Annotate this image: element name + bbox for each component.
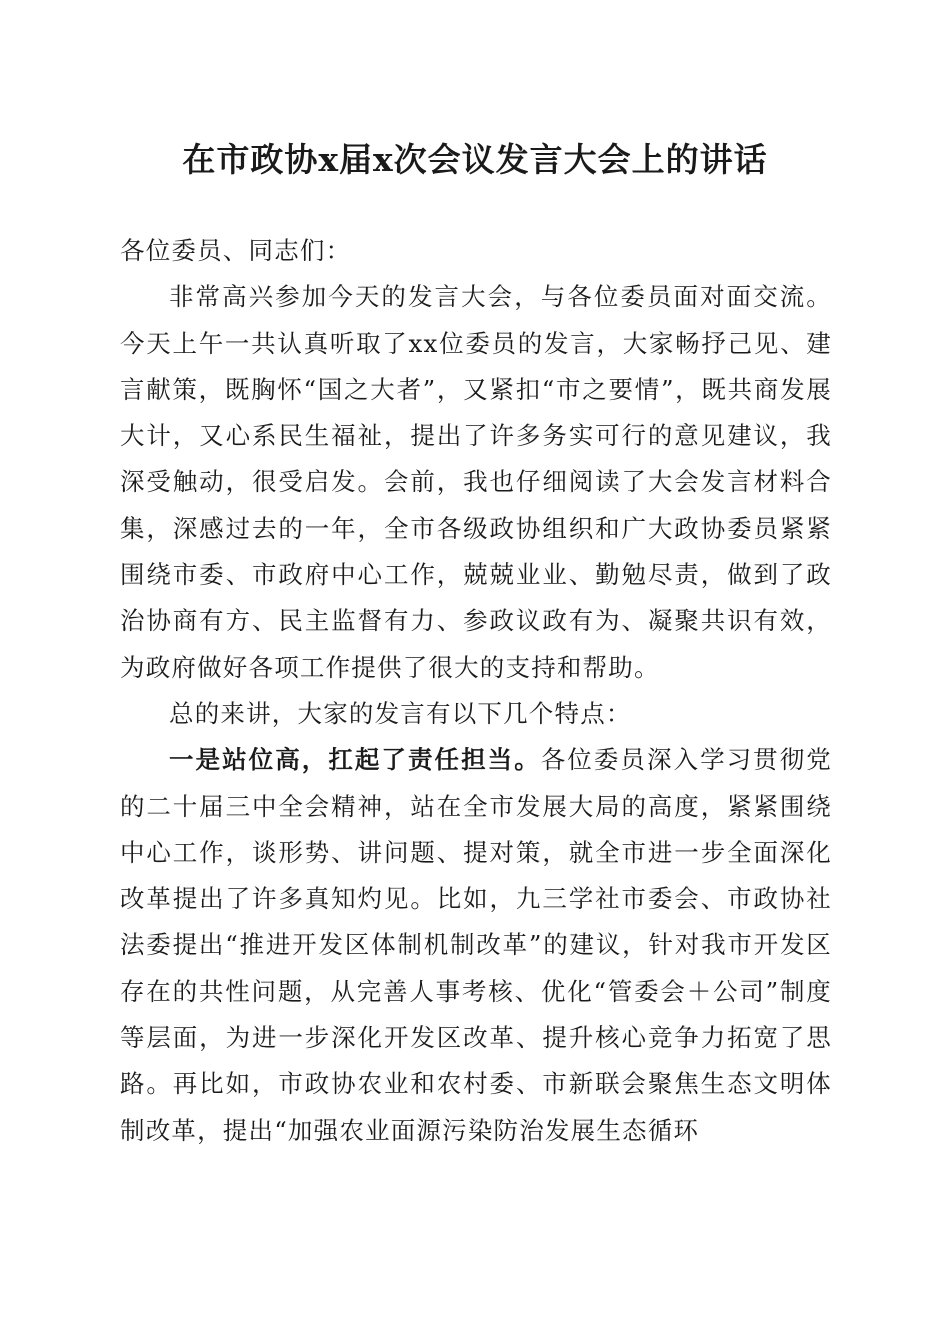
paragraph-summary: [120, 691, 832, 737]
document-title: 在市政协x届x次会议发言大会上的讲话: [182, 140, 768, 179]
paragraph-point-one: [120, 737, 832, 1154]
paragraph-text: 非常高兴参加今天的发言大会，与各位委员面对面交流。今天上午一共认真听取了xx位委员的发言，大家畅抒己见、建言献策，既胸怀“国之大者”，又紧扣“市之要情”，既共商发展大计，又心系民生福祉，提出了许多务实可行的意见建议，我深受触动，很受启发。会前，我也仔细阅读了大会发言材料合集，深感过去的一年，全市各级政协组织和广大政协委员紧紧围绕市委、市政府中心工作，兢兢业业、勤勉尽责，做到了政治协商有方、民主监督有力、参政议政有为、凝聚共识有效，为政府做好各项工作提供了很大的支持和帮助。: [120, 282, 832, 682]
paragraph-lead: 一是站位高，扛起了责任担当。: [169, 745, 541, 775]
paragraph-opening: [120, 274, 832, 691]
paragraph-text: 各位委员深入学习贯彻党的二十届三中全会精神，站在全市发展大局的高度，紧紧围绕中心工作，谈形势、讲问题、提对策，就全市进一步全面深化改革提出了许多真知灼见。比如，九三学社市委会、市政协社法委提出“推进开发区体制机制改革”的建议，针对我市开发区存在的共性问题，从完善人事考核、优化“管委会＋公司”制度等层面，为进一步深化开发区改革、提升核心竞争力拓宽了思路。再比如，市政协农业和农村委、市新联会聚焦生态文明体制改革，提出“加强农业面源污染防治发展生态循环: [120, 745, 832, 1145]
paragraph-text: 总的来讲，大家的发言有以下几个特点：: [169, 698, 632, 728]
salutation: 各位委员、同志们：: [120, 236, 352, 265]
document-body: [120, 228, 832, 1154]
